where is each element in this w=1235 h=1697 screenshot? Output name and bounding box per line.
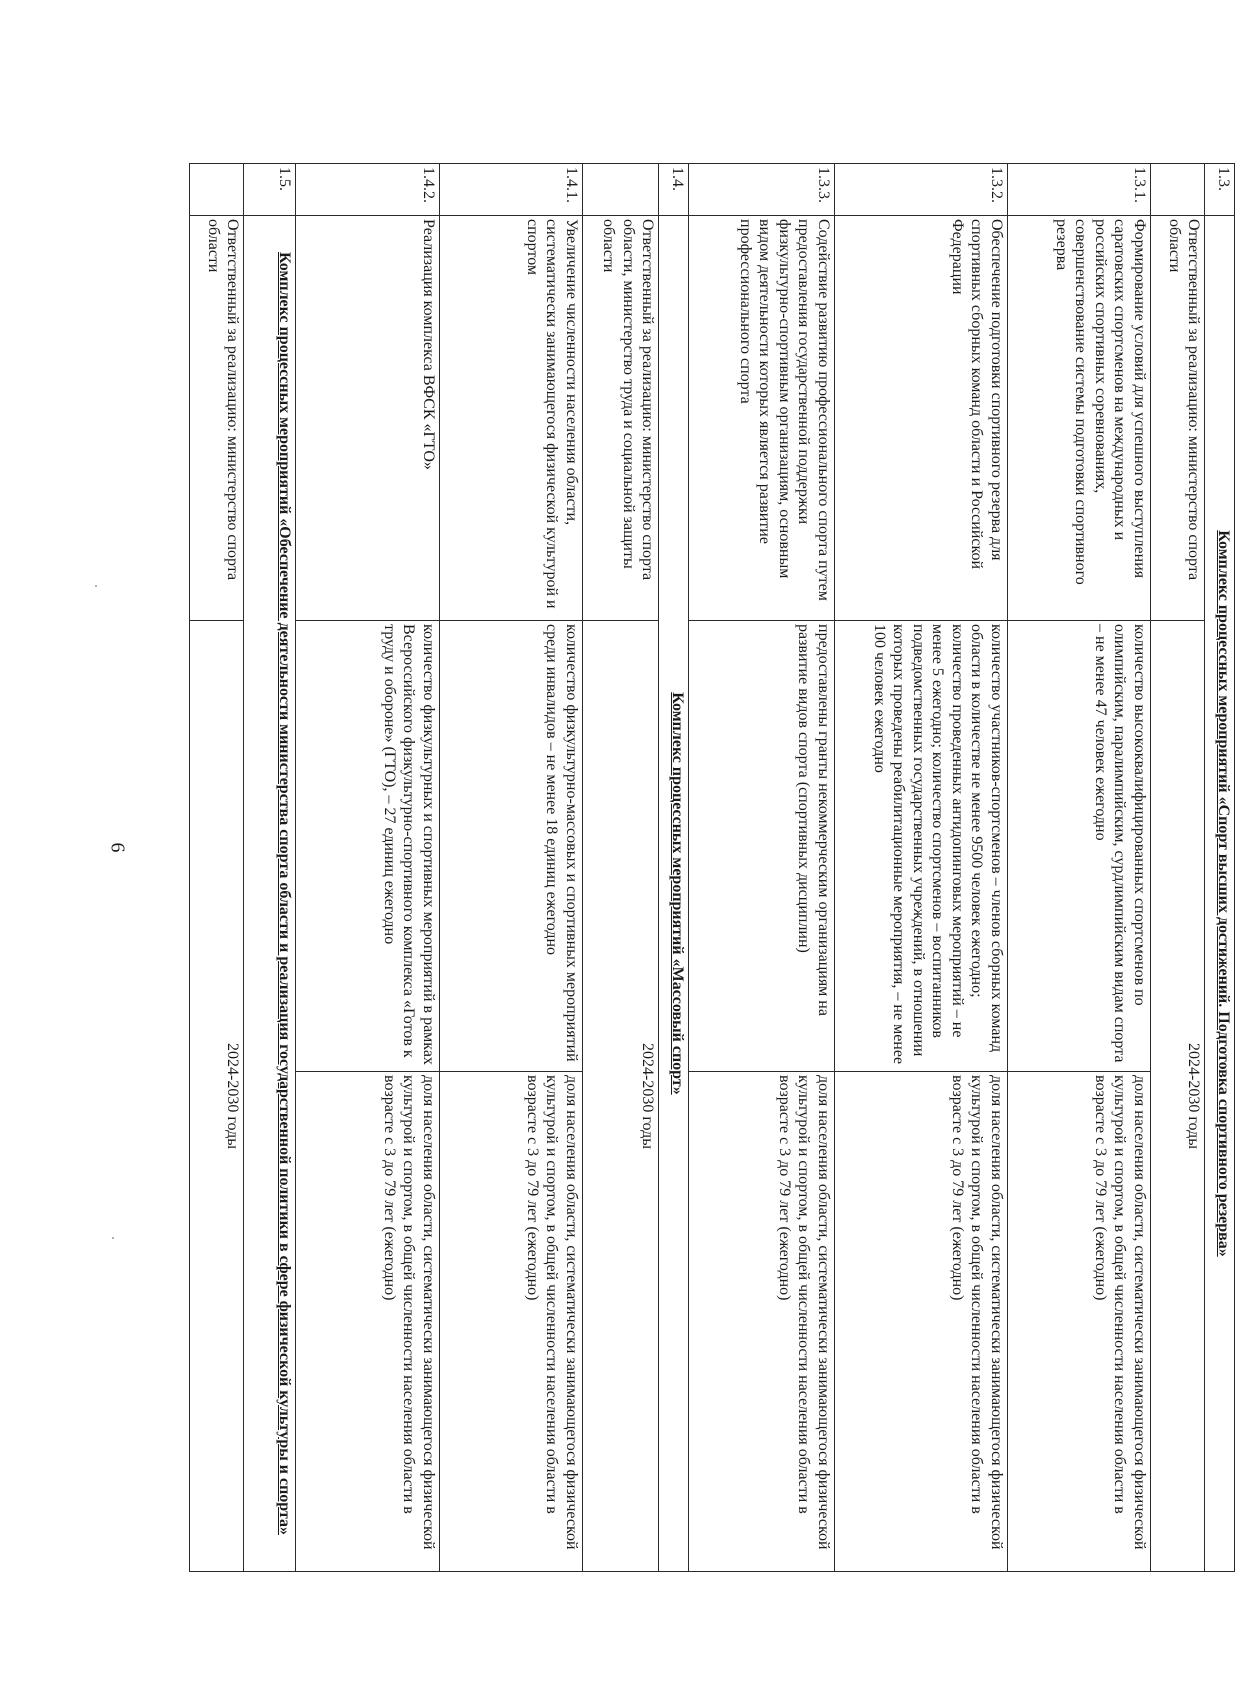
section-number: 1.4.: [659, 164, 689, 216]
empty-cell: [1151, 164, 1205, 216]
section-number: 1.5.: [244, 164, 296, 216]
period-text: 2024-2030 годы: [582, 621, 659, 1572]
indicator-text: доля населения области, систематически занимающегося физической культурой и спортом, в общей численности населения области в возрасте с 3 до 79 лет (ежегодно): [689, 1072, 835, 1572]
table-row: [296, 164, 439, 1572]
task-text: Формирование условий для успешного выступления саратовских спортсменов на международных и российских спортивных соревнованиях, совершенствование системы подготовки спортивного резерва: [1007, 216, 1150, 621]
section-header-row: [1205, 164, 1235, 1572]
indicator-text: доля населения области, систематически занимающегося физической культурой и спортом, в общей численности населения области в возрасте с 3 до 79 лет (ежегодно): [834, 1072, 1007, 1572]
task-text: Обеспечение подготовки спортивного резерва для спортивных сборных команд области и Российской Федерации: [834, 216, 1007, 621]
table-row: [689, 164, 835, 1572]
table-row: [1007, 164, 1150, 1572]
empty-cell: [190, 164, 244, 216]
rotated-table-container: [189, 163, 1235, 1571]
responsible-text: Ответственный за реализацию: министерство спорта области, министерство труда и социальной защиты области: [582, 216, 659, 621]
row-number: 1.3.2.: [834, 164, 1007, 216]
responsible-row: [1151, 164, 1205, 1572]
scan-speck: [112, 1237, 114, 1239]
result-text: количество участников-спортсменов – членов сборных команд области в количестве не менее 9500 человек ежегодно; количество проведенных антидопинговых мероприятий – не менее 5 ежегодно; количество спортсменов – воспитанников подведомственных государственных учреждений, в отношении которых проведены реабилитационные мероприятия, – не менее 100 человек ежегодно: [834, 621, 1007, 1072]
row-number: 1.4.2.: [296, 164, 439, 216]
result-text: количество физкультурных и спортивных мероприятий в рамках Всероссийского физкультурно-спортивного комплекса «Готов к труду и обороне» (ГТО), – 27 единиц ежегодно: [296, 621, 439, 1072]
table-row: [834, 164, 1007, 1572]
row-number: 1.3.3.: [689, 164, 835, 216]
responsible-text: Ответственный за реализацию: министерство спорта области: [1151, 216, 1205, 621]
empty-cell: [582, 164, 659, 216]
result-text: количество высококвалифицированных спортсменов по олимпийским, паралимпийским, сурдлимпийским видам спорта – не менее 47 человек ежегодно: [1007, 621, 1150, 1072]
section-title: Комплекс процессных мероприятий «Обеспечение деятельности министерства спорта области и реализация государственной политики в сфере физической культуры и спорта»: [244, 216, 296, 1572]
responsible-row: [190, 164, 244, 1572]
period-text: 2024-2030 годы: [1151, 621, 1205, 1572]
task-text: Увеличение численности населения области, систематически занимающегося физической культурой и спортом: [439, 216, 582, 621]
responsible-text: Ответственный за реализацию: министерство спорта области: [190, 216, 244, 621]
indicator-text: доля населения области, систематически занимающегося физической культурой и спортом, в общей численности населения области в возрасте с 3 до 79 лет (ежегодно): [1007, 1072, 1150, 1572]
section-title: Комплекс процессных мероприятий «Спорт высших достижений. Подготовка спортивного резерва»: [1205, 216, 1235, 1572]
section-header-row: [244, 164, 296, 1572]
section-number: 1.3.: [1205, 164, 1235, 216]
period-text: 2024-2030 годы: [190, 621, 244, 1572]
task-text: Содействие развитию профессионального спорта путем предоставления государственной поддержки физкультурно-спортивным организациям, основным видом деятельности которых является развитие профессионального спорта: [689, 216, 835, 621]
task-text: Реализация комплекса ВФСК «ГТО»: [296, 216, 439, 621]
indicator-text: доля населения области, систематически занимающегося физической культурой и спортом, в общей численности населения области в возрасте с 3 до 79 лет (ежегодно): [439, 1072, 582, 1572]
section-title: Комплекс процессных мероприятий «Массовый спорт»: [659, 216, 689, 1572]
row-number: 1.3.1.: [1007, 164, 1150, 216]
program-table: [189, 163, 1235, 1572]
page-number: 6: [106, 842, 129, 853]
section-header-row: [659, 164, 689, 1572]
responsible-row: [582, 164, 659, 1572]
row-number: 1.4.1.: [439, 164, 582, 216]
scan-speck: [95, 585, 97, 587]
indicator-text: доля населения области, систематически занимающегося физической культурой и спортом, в общей численности населения области в возрасте с 3 до 79 лет (ежегодно): [296, 1072, 439, 1572]
table-row: [439, 164, 582, 1572]
result-text: количество физкультурно-массовых и спортивных мероприятий среди инвалидов – не менее 18 единиц ежегодно: [439, 621, 582, 1072]
result-text: предоставлены гранты некоммерческим организациям на развитие видов спорта (спортивных дисциплин): [689, 621, 835, 1072]
